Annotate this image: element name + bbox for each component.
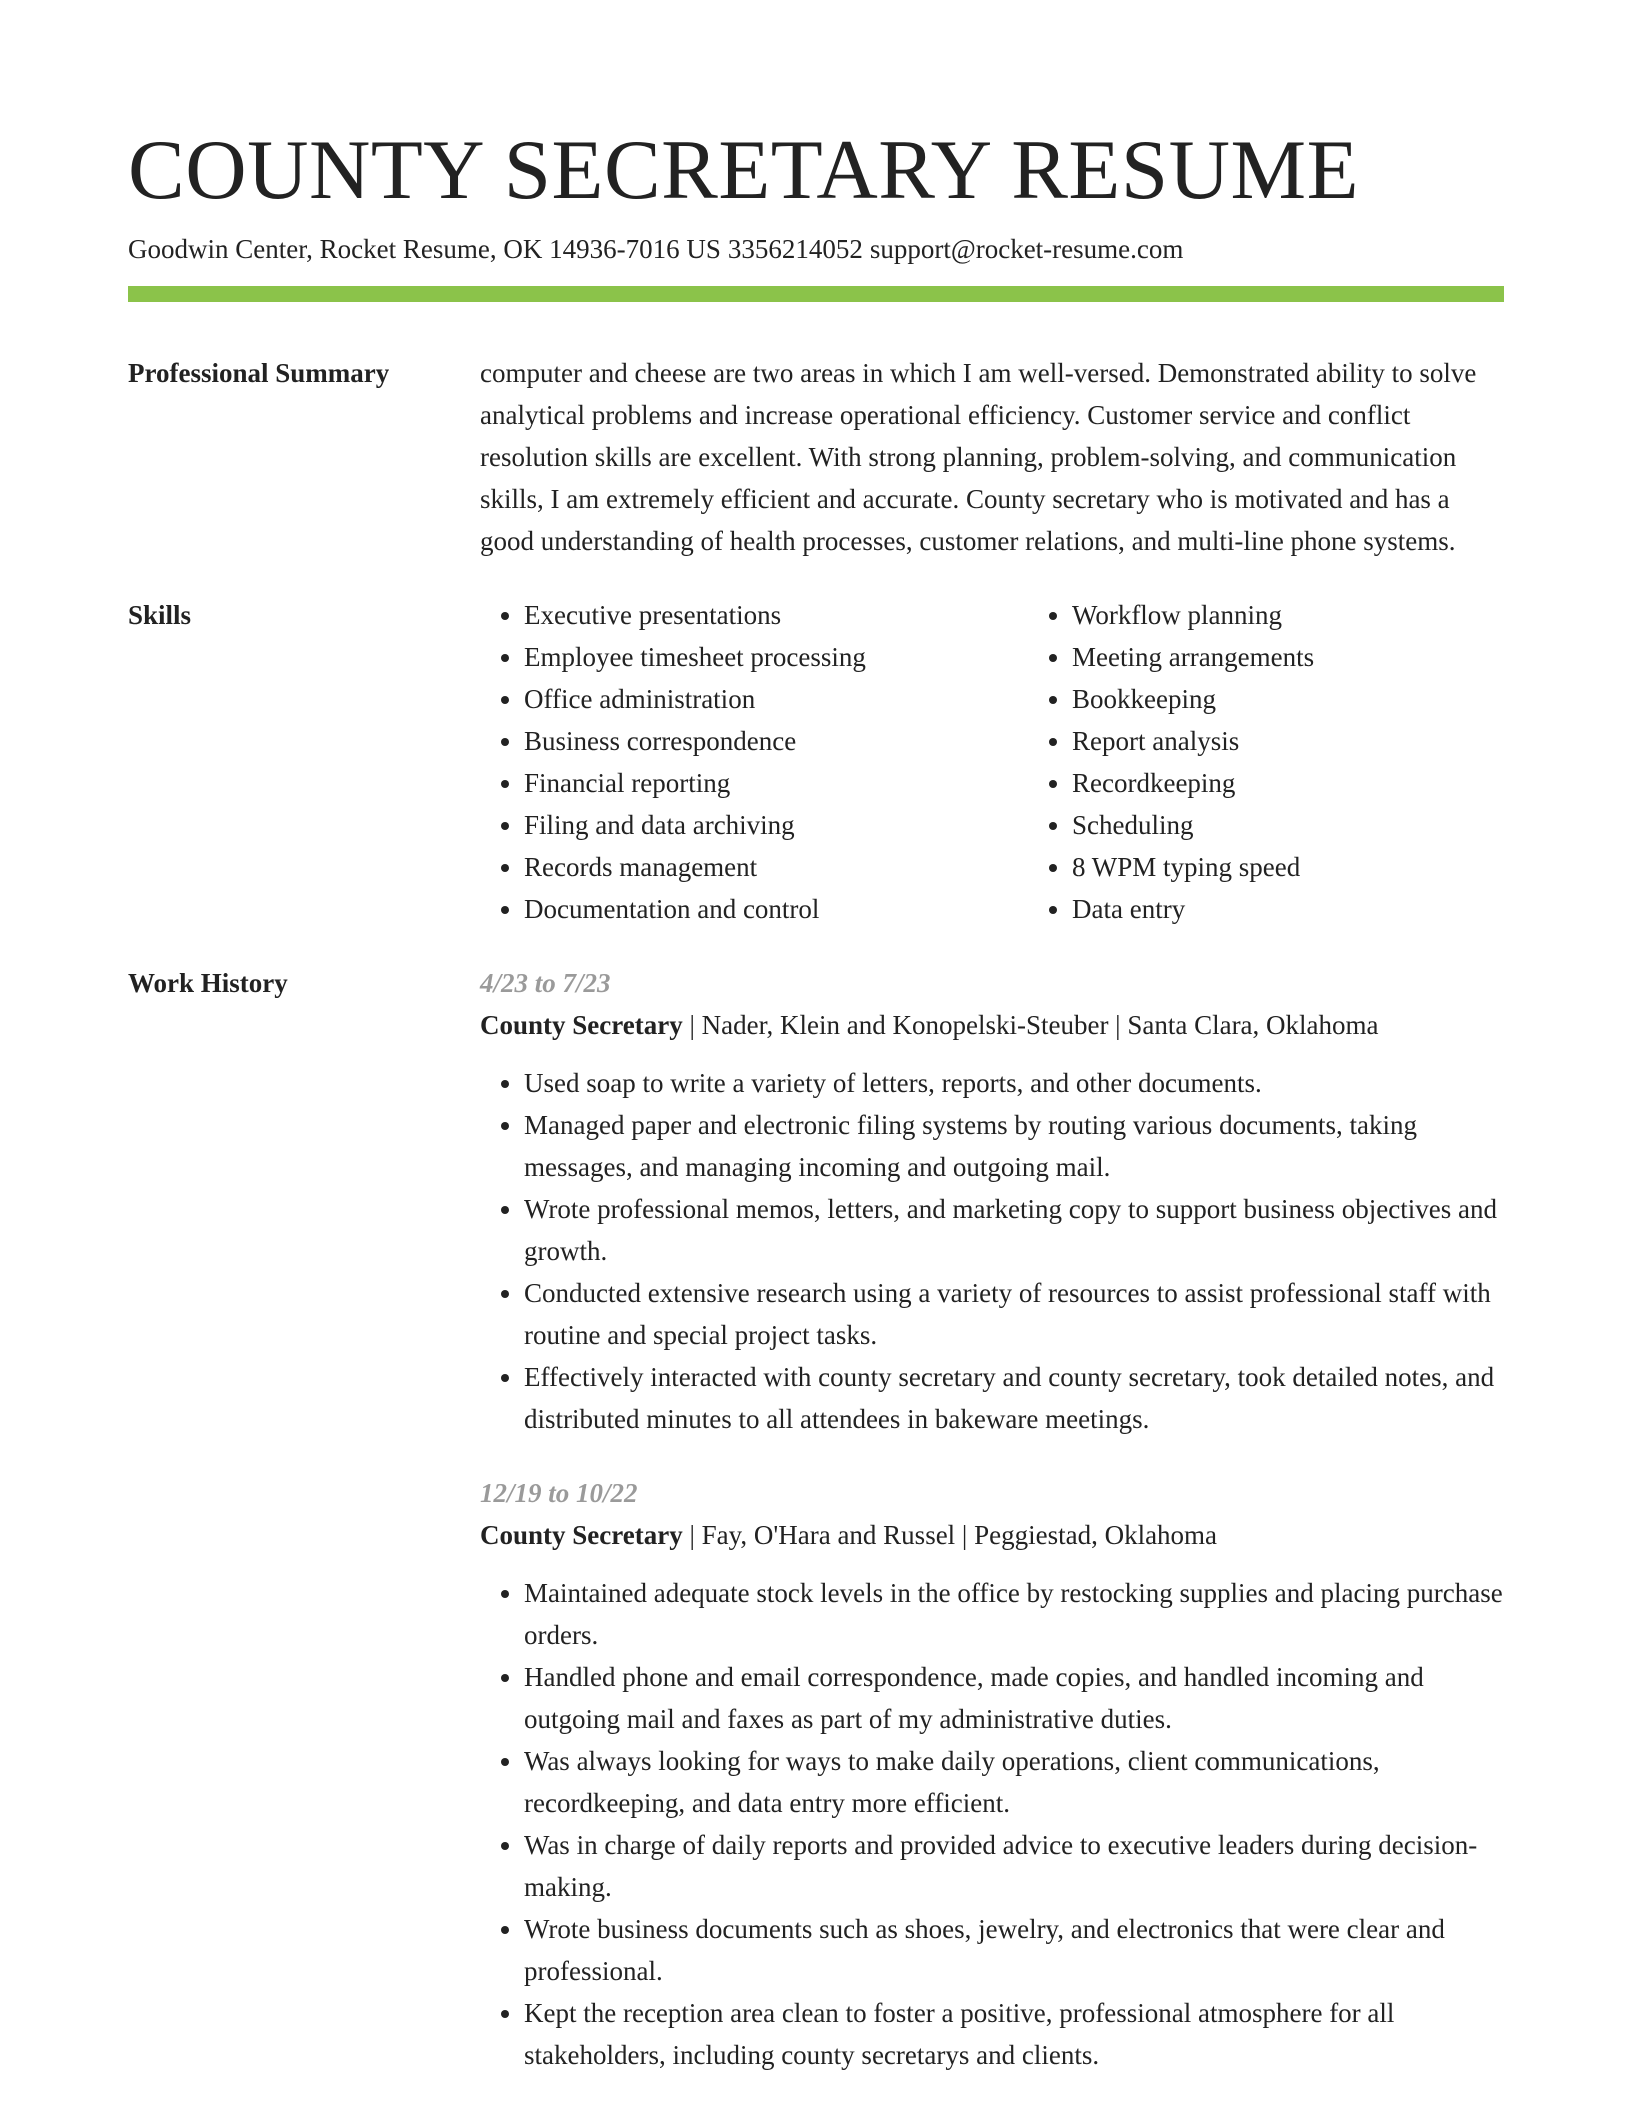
job-bullet: • Kept the reception area clean to foster a positive, professional atmosphere for all stakeholders, including county secretarys and clients. xyxy=(524,1992,1504,2076)
job-entry xyxy=(480,1472,1504,2076)
skills-section xyxy=(128,594,1504,930)
skill-item: • Data entry xyxy=(1072,888,1576,930)
skills-body xyxy=(480,594,1576,930)
job-bullet: • Was in charge of daily reports and provided advice to executive leaders during decision-making. xyxy=(524,1824,1504,1908)
job-bullet: • Conducted extensive research using a variety of resources to assist professional staff with routine and special project tasks. xyxy=(524,1272,1504,1356)
summary-section xyxy=(128,352,1504,562)
skill-item: • Report analysis xyxy=(1072,720,1576,762)
work-history-section xyxy=(128,962,1504,2076)
job-bullet: • Wrote professional memos, letters, and marketing copy to support business objectives and growth. xyxy=(524,1188,1504,1272)
contact-address: Goodwin Center, Rocket Resume, OK 14936-7016 US xyxy=(128,234,721,264)
job-dates: 4/23 to 7/23 xyxy=(480,968,611,998)
section-label-summary: Professional Summary xyxy=(128,358,390,388)
skill-item: • Meeting arrangements xyxy=(1072,636,1576,678)
job-title: County Secretary xyxy=(480,1520,683,1550)
skill-item: • 8 WPM typing speed xyxy=(1072,846,1576,888)
contact-line xyxy=(128,232,1504,266)
skill-item: • Recordkeeping xyxy=(1072,762,1576,804)
section-label-skills: Skills xyxy=(128,600,192,630)
skill-item: • Executive presentations xyxy=(524,594,1028,636)
accent-divider xyxy=(128,286,1504,302)
job-dates: 12/19 to 10/22 xyxy=(480,1478,638,1508)
work-history-body xyxy=(480,962,1504,2076)
job-bullet: • Effectively interacted with county secretary and county secretary, took detailed notes, and distributed minutes to all attendees in bakeware meetings. xyxy=(524,1356,1504,1440)
resume-page xyxy=(128,118,1504,2076)
summary-text: computer and cheese are two areas in which I am well-versed. Demonstrated ability to solve analytical problems and increase operational efficiency. Customer service and conflict resolution skills are excellent. With strong planning, problem-solving, and communication skills, I am extremely efficient and accurate. County secretary who is motivated and has a good understanding of health processes, customer relations, and multi-line phone systems. xyxy=(480,358,1477,556)
skill-item: • Employee timesheet processing xyxy=(524,636,1028,678)
skill-item: • Documentation and control xyxy=(524,888,1028,930)
job-role-line xyxy=(480,1514,1504,1556)
job-bullet: • Was always looking for ways to make daily operations, client communications, recordkeeping, and data entry more efficient. xyxy=(524,1740,1504,1824)
job-bullets xyxy=(480,1062,1504,1440)
job-bullet: • Handled phone and email correspondence, made copies, and handled incoming and outgoing mail and faxes as part of my administrative duties. xyxy=(524,1656,1504,1740)
skill-item: • Filing and data archiving xyxy=(524,804,1028,846)
job-entry xyxy=(480,962,1504,1440)
section-label-work-history: Work History xyxy=(128,968,288,998)
job-employer-location: | Nader, Klein and Konopelski-Steuber | Santa Clara, Oklahoma xyxy=(682,1010,1379,1040)
contact-email: support@rocket-resume.com xyxy=(869,234,1184,264)
skill-item: • Records management xyxy=(524,846,1028,888)
job-bullets xyxy=(480,1572,1504,2076)
skill-item: • Workflow planning xyxy=(1072,594,1576,636)
skill-item: • Scheduling xyxy=(1072,804,1576,846)
job-bullet: • Wrote business documents such as shoes, jewelry, and electronics that were clear and professional. xyxy=(524,1908,1504,1992)
skill-item: • Bookkeeping xyxy=(1072,678,1576,720)
job-bullet: • Maintained adequate stock levels in the office by restocking supplies and placing purchase orders. xyxy=(524,1572,1504,1656)
job-title: County Secretary xyxy=(480,1010,683,1040)
skill-item: • Financial reporting xyxy=(524,762,1028,804)
job-bullet: • Managed paper and electronic filing systems by routing various documents, taking messages, and managing incoming and outgoing mail. xyxy=(524,1104,1504,1188)
job-role-line xyxy=(480,1004,1504,1046)
skills-column-left xyxy=(480,594,1028,930)
job-bullet: • Used soap to write a variety of letters, reports, and other documents. xyxy=(524,1062,1504,1104)
contact-phone: 3356214052 xyxy=(727,234,863,264)
skills-column-right xyxy=(1028,594,1576,930)
skill-item: • Business correspondence xyxy=(524,720,1028,762)
skill-item: • Office administration xyxy=(524,678,1028,720)
skills-grid xyxy=(480,594,1576,930)
job-employer-location: | Fay, O'Hara and Russel | Peggiestad, Oklahoma xyxy=(682,1520,1218,1550)
resume-title: COUNTY SECRETARY RESUME xyxy=(128,123,1360,217)
